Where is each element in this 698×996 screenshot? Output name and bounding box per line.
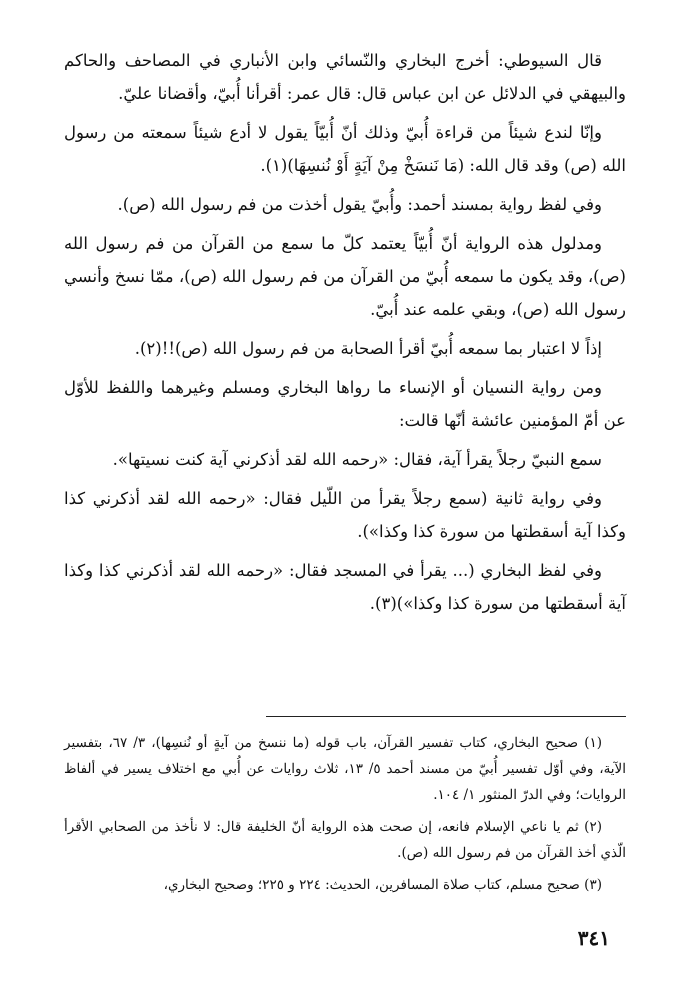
paragraph: وفي لفظ البخاري (... يقرأ في المسجد فقال: «رحمه الله لقد أذكرني كذا وكذا آية أسقطتها من سورة كذا وكذا»)(٣).	[64, 561, 626, 613]
footnote-divider	[266, 716, 626, 717]
footnotes	[64, 730, 626, 904]
paragraph: إذاً لا اعتبار بما سمعه أُبيّ أقرأ الصحابة من فم رسول الله (ص)!!(٢).	[134, 339, 602, 358]
paragraph: ومدلول هذه الرواية أنّ أُبيّاً يعتمد كلّ ما سمع من القرآن من فم رسول الله (ص)، وقد يكون ما سمعه أُبيّ من القرآن من فم رسول الله (ص)، ممّا نسخ وأنسي رسول الله (ص)، وبقي علمه عند أُبيّ.	[64, 234, 626, 319]
footnote: (٢) ثم يا ناعي الإسلام فانعه، إن صحت هذه الرواية أنّ الخليفة قال: لا نأخذ من الصحابي الأقرأ الّذي أخذ القرآن من فم رسول الله (ص).	[64, 819, 626, 861]
paragraph: وفي لفظ رواية بمسند أحمد: وأُبيّ يقول أخذت من فم رسول الله (ص).	[117, 195, 602, 214]
main-text	[64, 44, 626, 626]
paragraph: ومن رواية النسيان أو الإنساء ما رواها البخاري ومسلم وغيرهما واللفظ للأوّل عن أمّ المؤمنين عائشة أنّها قالت:	[64, 378, 626, 430]
paragraph: سمع النبيّ رجلاً يقرأ آية، فقال: «رحمه الله لقد أذكرني آية كنت نسيتها».	[112, 450, 602, 469]
page-number: ٣٤١	[577, 926, 610, 950]
paragraph: وفي رواية ثانية (سمع رجلاً يقرأ من اللّيل فقال: «رحمه الله لقد أذكرني كذا وكذا آية أسقطتها من سورة كذا وكذا»).	[64, 489, 626, 541]
footnote: (٣) صحيح مسلم، كتاب صلاة المسافرين، الحديث: ٢٢٤ و ٢٢٥؛ وصحيح البخاري،	[163, 877, 602, 893]
paragraph: قال السيوطي: أخرج البخاري والنّسائي وابن الأنباري في المصاحف والحاكم والبيهقي في الدلائل عن ابن عباس قال: قال عمر: أقرأنا أُبيّ، وأقضانا عليّ.	[64, 51, 626, 103]
paragraph: وإنّا لندع شيئاً من قراءة أُبيّ وذلك أنّ أُبيّاً يقول لا أدع شيئاً سمعته من رسول الله (ص) وقد قال الله: (مَا نَنسَخْ مِنْ آيَةٍ أَوْ نُنسِهَا)(١).	[64, 123, 626, 175]
footnote: (١) صحيح البخاري، كتاب تفسير القرآن، باب قوله (ما ننسخ من آيةٍ أو نُنسِها)، ٣/ ٦٧، بتفسير الآية، وفي أوّل تفسير أُبيّ من مسند أحمد ٥/ ١٣، ثلاث روايات عن أُبي مع اختلاف يسير في ألفاظ الروايات؛ وفي الدرّ المنثور ١/ ١٠٤.	[64, 735, 627, 803]
